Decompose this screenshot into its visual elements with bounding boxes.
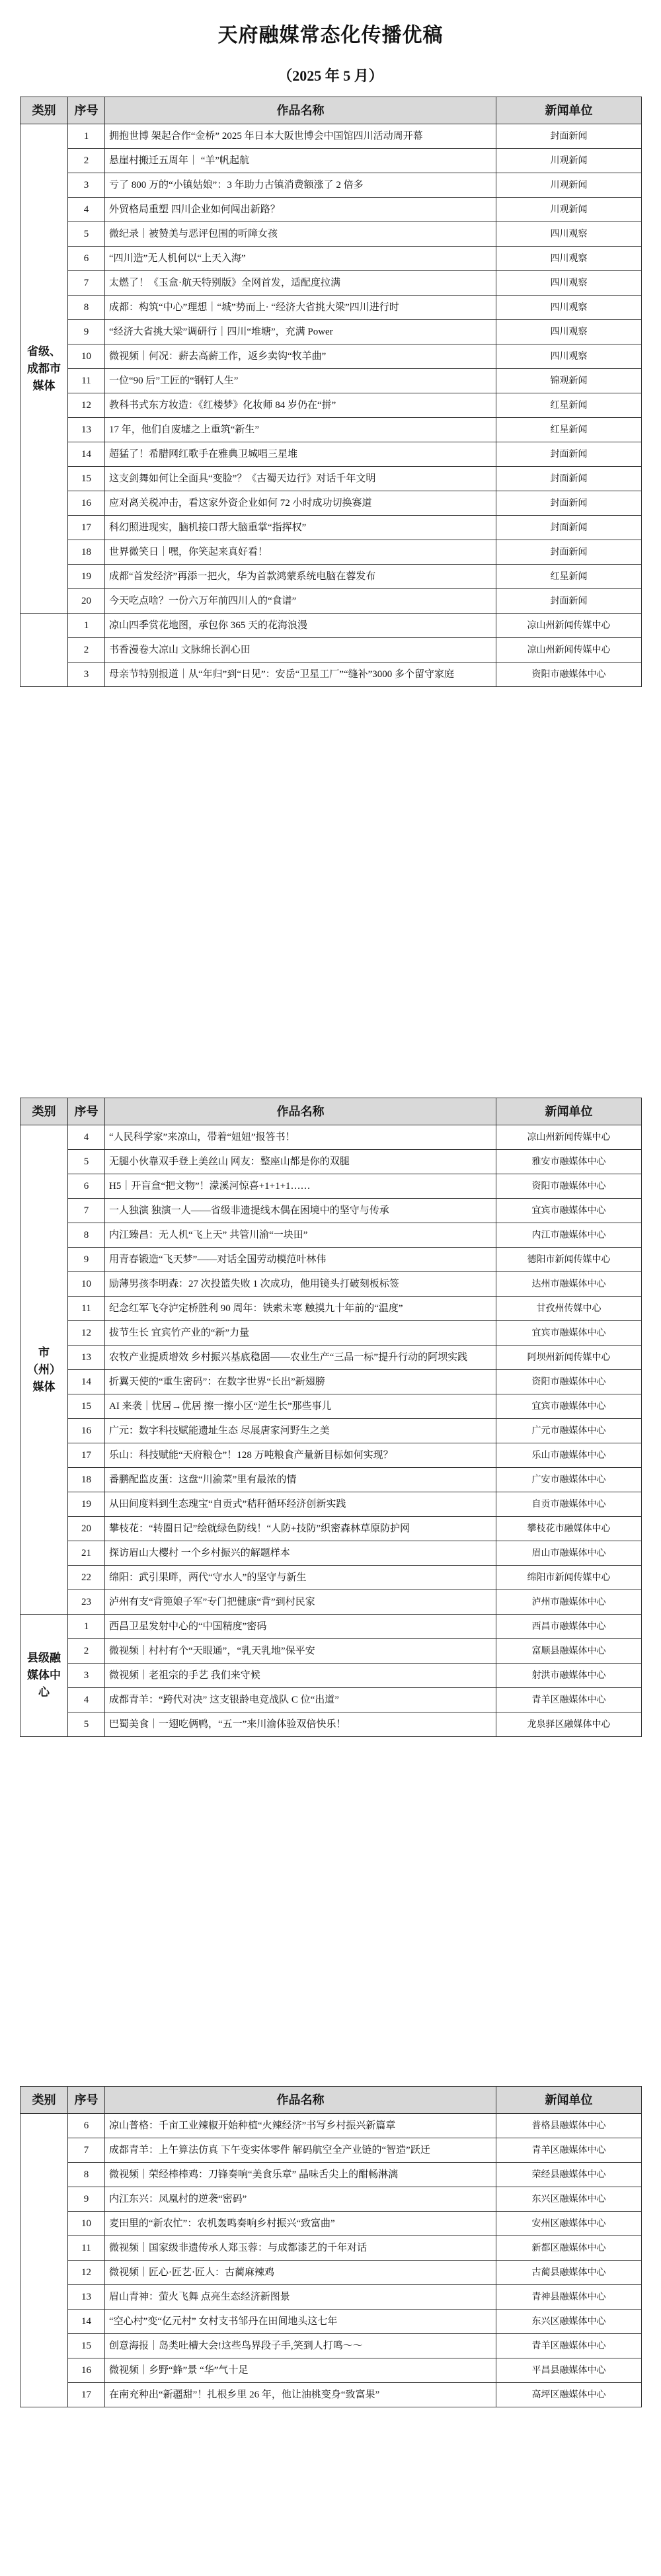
table-row (20, 491, 642, 516)
table-row (20, 149, 642, 173)
row-number: 8 (68, 1223, 105, 1248)
news-organization: 封面新闻 (496, 491, 642, 516)
work-title: 乐山：科技赋能“天府粮仓”！128 万吨粮食产量新目标如何实现？ (105, 1443, 496, 1468)
work-title: 成都青羊：“跨代对决” 这支银龄电竞战队 C 位“出道” (105, 1688, 496, 1712)
news-organization: 资阳市融媒体中心 (496, 1370, 642, 1394)
news-organization: 荣经县融媒体中心 (496, 2163, 642, 2187)
category-header: 类别 (20, 2087, 68, 2114)
table-row (20, 1639, 642, 1664)
row-number: 20 (68, 589, 105, 614)
work-title: 亏了 800 万的“小镇姑娘”：3 年助力古镇消费额涨了 2 倍多 (105, 173, 496, 198)
news-organization: 宜宾市融媒体中心 (496, 1321, 642, 1346)
news-organization: 古蔺县融媒体中心 (496, 2261, 642, 2285)
row-number: 21 (68, 1541, 105, 1566)
table-row (20, 1223, 642, 1248)
table-row (20, 442, 642, 467)
row-number: 1 (68, 1615, 105, 1639)
news-organization: 泸州市融媒体中心 (496, 1590, 642, 1615)
row-number: 17 (68, 2383, 105, 2407)
category-header: 类别 (20, 97, 68, 124)
work-title: 太燃了！《玉盒·航天特别版》全网首发，适配度拉满 (105, 271, 496, 296)
news-organization: 内江市融媒体中心 (496, 1223, 642, 1248)
news-organization: 安州区融媒体中心 (496, 2212, 642, 2236)
table-row (20, 638, 642, 663)
news-organization: 自贡市融媒体中心 (496, 1492, 642, 1517)
work-title: 微视频｜乡野“蜂”景 “华”气十足 (105, 2358, 496, 2383)
row-number: 16 (68, 2358, 105, 2383)
news-organization: 锦观新闻 (496, 369, 642, 393)
category-cell (20, 2114, 68, 2407)
row-number: 12 (68, 393, 105, 418)
row-number: 10 (68, 344, 105, 369)
table-row (20, 344, 642, 369)
work-title: 微纪录｜被赞美与恶评包围的听障女孩 (105, 222, 496, 247)
row-number: 6 (68, 2114, 105, 2138)
work-title: 励薄男孩李明森：27 次投篮失败 1 次成功，他用镜头打破刻板标签 (105, 1272, 496, 1297)
work-title: 纪念红军飞夺泸定桥胜利 90 周年：铁索未寒 触摸九十年前的“温度” (105, 1297, 496, 1321)
work-title: 成都“首发经济”再添一把火，华为首款鸿蒙系统电脑在蓉发布 (105, 565, 496, 589)
table-row (20, 589, 642, 614)
number-header: 序号 (68, 1098, 105, 1125)
news-organization: 四川观察 (496, 320, 642, 344)
table-row (20, 369, 642, 393)
news-organization: 川观新闻 (496, 149, 642, 173)
row-number: 13 (68, 1346, 105, 1370)
news-organization: 射洪市融媒体中心 (496, 1664, 642, 1688)
work-title: 书香漫卷大凉山 文脉绵长润心田 (105, 638, 496, 663)
news-organization: 雅安市融媒体中心 (496, 1150, 642, 1174)
table-row (20, 1615, 642, 1639)
table-row (20, 614, 642, 638)
work-title: 番鹏配监皮蛋：这盘“川渝菜”里有最浓的情 (105, 1468, 496, 1492)
row-number: 17 (68, 1443, 105, 1468)
news-organization: 宜宾市融媒体中心 (496, 1199, 642, 1223)
row-number: 11 (68, 1297, 105, 1321)
table-row (20, 2285, 642, 2310)
work-title: 微视频｜匠心·匠艺·匠人：古蔺麻辣鸡 (105, 2261, 496, 2285)
news-organization: 东兴区融媒体中心 (496, 2310, 642, 2334)
table-row (20, 1321, 642, 1346)
work-title: 外贸格局重塑 四川企业如何闯出新路？ (105, 198, 496, 222)
work-title: 微视频｜荣经棒棒鸡：刀锋奏响“美食乐章” 晶味舌尖上的酣畅淋漓 (105, 2163, 496, 2187)
row-number: 11 (68, 2236, 105, 2261)
work-title: 眉山青神：萤火飞舞 点亮生态经济新图景 (105, 2285, 496, 2310)
news-organization: 平昌县融媒体中心 (496, 2358, 642, 2383)
table-row (20, 467, 642, 491)
table-row (20, 1590, 642, 1615)
work-title: 用青春锻造“飞天梦”——对话全国劳动模范叶林伟 (105, 1248, 496, 1272)
table-row (20, 173, 642, 198)
news-organization: 凉山州新闻传媒中心 (496, 614, 642, 638)
row-number: 4 (68, 198, 105, 222)
news-organization: 攀枝花市融媒体中心 (496, 1517, 642, 1541)
work-title: 泸州有支“背篼娘子军”专门把健康“背”到村民家 (105, 1590, 496, 1615)
number-header: 序号 (68, 97, 105, 124)
news-organization: 四川观察 (496, 344, 642, 369)
row-number: 14 (68, 1370, 105, 1394)
work-title: 一人独演 独演一人——省级非遗提线木偶在困境中的坚守与传承 (105, 1199, 496, 1223)
row-number: 3 (68, 173, 105, 198)
table-row (20, 565, 642, 589)
table-row (20, 2187, 642, 2212)
title-header: 作品名称 (105, 97, 496, 124)
work-title: 探访眉山大樱村 一个乡村振兴的解题样本 (105, 1541, 496, 1566)
row-number: 9 (68, 1248, 105, 1272)
news-organization: 资阳市融媒体中心 (496, 663, 642, 687)
table-row (20, 296, 642, 320)
news-organization: 凉山州新闻传媒中心 (496, 638, 642, 663)
work-title: “空心村”变“亿元村” 女村支书邹丹在田间地头这七年 (105, 2310, 496, 2334)
news-organization: 封面新闻 (496, 124, 642, 149)
awards-table-part-1 (20, 97, 642, 687)
row-number: 8 (68, 2163, 105, 2187)
news-organization: 普格县融媒体中心 (496, 2114, 642, 2138)
row-number: 2 (68, 149, 105, 173)
row-number: 7 (68, 1199, 105, 1223)
table-row (20, 2383, 642, 2407)
row-number: 20 (68, 1517, 105, 1541)
row-number: 3 (68, 1664, 105, 1688)
news-organization: 东兴区融媒体中心 (496, 2187, 642, 2212)
table-row (20, 198, 642, 222)
news-organization: 广元市融媒体中心 (496, 1419, 642, 1443)
row-number: 23 (68, 1590, 105, 1615)
row-number: 11 (68, 369, 105, 393)
row-number: 15 (68, 467, 105, 491)
news-organization: 封面新闻 (496, 589, 642, 614)
table-row (20, 1664, 642, 1688)
news-organization: 封面新闻 (496, 467, 642, 491)
title-header: 作品名称 (105, 2087, 496, 2114)
table-row (20, 393, 642, 418)
table-row (20, 1688, 642, 1712)
row-number: 15 (68, 2334, 105, 2358)
work-title: “经济大省挑大梁”调研行｜四川“堆塘”，充满 Power (105, 320, 496, 344)
table-row (20, 2310, 642, 2334)
work-title: 攀枝花：“转圈日记”绘就绿色防线！“人防+技防”织密森林草原防护网 (105, 1517, 496, 1541)
table-row (20, 1272, 642, 1297)
news-organization: 四川观察 (496, 222, 642, 247)
row-number: 7 (68, 2138, 105, 2163)
work-title: 内江东兴：凤凰村的逆袭“密码” (105, 2187, 496, 2212)
table-row (20, 1125, 642, 1150)
table-row (20, 1346, 642, 1370)
news-organization: 川观新闻 (496, 173, 642, 198)
work-title: 农牧产业提质增效 乡村振兴基底稳固——农业生产“三品一标”提升行动的阿坝实践 (105, 1346, 496, 1370)
table-row (20, 2261, 642, 2285)
row-number: 12 (68, 1321, 105, 1346)
row-number: 16 (68, 491, 105, 516)
table-row (20, 124, 642, 149)
row-number: 4 (68, 1688, 105, 1712)
table-row (20, 1394, 642, 1419)
news-organization: 达州市融媒体中心 (496, 1272, 642, 1297)
table-row (20, 2114, 642, 2138)
news-organization: 红星新闻 (496, 418, 642, 442)
row-number: 13 (68, 418, 105, 442)
work-title: AI 来袭｜忧居→优居 擦一擦小区“逆生长”那些事儿 (105, 1394, 496, 1419)
work-title: 从田间度料到生态瑰宝“自贡式”秸秆循环经济创新实践 (105, 1492, 496, 1517)
row-number: 15 (68, 1394, 105, 1419)
organization-header: 新闻单位 (496, 97, 642, 124)
table-row (20, 2212, 642, 2236)
news-organization: 阿坝州新闻传媒中心 (496, 1346, 642, 1370)
news-organization: 甘孜州传媒中心 (496, 1297, 642, 1321)
category-cell: 省级、成都市媒体 (20, 124, 68, 614)
news-organization: 四川观察 (496, 271, 642, 296)
row-number: 9 (68, 320, 105, 344)
row-number: 5 (68, 222, 105, 247)
table-row (20, 247, 642, 271)
row-number: 3 (68, 663, 105, 687)
work-title: 内江臻昌：无人机“飞上天” 共管川渝“一块田” (105, 1223, 496, 1248)
table-row (20, 2138, 642, 2163)
row-number: 8 (68, 296, 105, 320)
news-organization: 广安市融媒体中心 (496, 1468, 642, 1492)
news-organization: 红星新闻 (496, 393, 642, 418)
title-header: 作品名称 (105, 1098, 496, 1125)
table-row (20, 1712, 642, 1737)
row-number: 1 (68, 614, 105, 638)
organization-header: 新闻单位 (496, 1098, 642, 1125)
work-title: 悬崖村搬迁五周年｜ “羊”帆起航 (105, 149, 496, 173)
number-header: 序号 (68, 2087, 105, 2114)
work-title: 拔节生长 宜宾竹产业的“新”力量 (105, 1321, 496, 1346)
row-number: 18 (68, 540, 105, 565)
row-number: 10 (68, 1272, 105, 1297)
news-organization: 封面新闻 (496, 540, 642, 565)
document-title: 天府融媒常态化传播优稿 (217, 24, 444, 46)
category-header: 类别 (20, 1098, 68, 1125)
row-number: 6 (68, 247, 105, 271)
news-organization: 封面新闻 (496, 442, 642, 467)
work-title: 折翼天使的“重生密码”：在数字世界“长出”新翅膀 (105, 1370, 496, 1394)
work-title: 母亲节特别报道｜从“年归”到“日见”：安岳“卫星工厂”“缝补”3000 多个留守家庭 (105, 663, 496, 687)
work-title: 成都青羊：上午算法仿真 下午变实体零件 解码航空全产业链的“智造”跃迁 (105, 2138, 496, 2163)
row-number: 5 (68, 1712, 105, 1737)
work-title: 拥抱世博 架起合作“金桥” 2025 年日本大阪世博会中国馆四川活动周开幕 (105, 124, 496, 149)
work-title: 微视频｜老祖宗的手艺 我们来守候 (105, 1664, 496, 1688)
table-row (20, 1248, 642, 1272)
table-row (20, 1297, 642, 1321)
row-number: 16 (68, 1419, 105, 1443)
work-title: 广元：数字科技赋能遗址生态 尽展唐家河野生之美 (105, 1419, 496, 1443)
news-organization: 德阳市新闻传媒中心 (496, 1248, 642, 1272)
table-row (20, 1443, 642, 1468)
news-organization: 封面新闻 (496, 516, 642, 540)
work-title: 麦田里的“新农忙”：农机轰鸣奏响乡村振兴“致富曲” (105, 2212, 496, 2236)
work-title: H5｜开盲盒“把文物”！濛溪河惊喜+1+1+1…… (105, 1174, 496, 1199)
news-organization: 绵阳市新闻传媒中心 (496, 1566, 642, 1590)
row-number: 18 (68, 1468, 105, 1492)
work-title: 创意海报｜岛类吐槽大会!这些鸟界段子手,笑到人打鸣～～ (105, 2334, 496, 2358)
work-title: “人民科学家”来凉山，带着“妞妞”报答书！ (105, 1125, 496, 1150)
table-row (20, 1419, 642, 1443)
table-row (20, 1174, 642, 1199)
news-organization: 乐山市融媒体中心 (496, 1443, 642, 1468)
work-title: 这支剑舞如何让全面具“变脸”？《古蜀天边行》对话千年文明 (105, 467, 496, 491)
work-title: 微视频｜何况：薪去高薪工作，返乡卖钩“牧羊曲” (105, 344, 496, 369)
news-organization: 眉山市融媒体中心 (496, 1541, 642, 1566)
table-row (20, 1492, 642, 1517)
work-title: 成都：构筑“中心”理想｜“城”势而上· “经济大省挑大梁”四川进行时 (105, 296, 496, 320)
table-row (20, 1566, 642, 1590)
header-row (20, 2087, 642, 2114)
work-title: 巴蜀美食｜一翅吃俩鸭，“五一”来川渝体验双倍快乐！ (105, 1712, 496, 1737)
table-row (20, 271, 642, 296)
category-cell: 县级融媒体中心 (20, 1615, 68, 1737)
organization-header: 新闻单位 (496, 2087, 642, 2114)
news-organization: 新都区融媒体中心 (496, 2236, 642, 2261)
table-row (20, 540, 642, 565)
row-number: 2 (68, 638, 105, 663)
table-row (20, 516, 642, 540)
table-row (20, 2334, 642, 2358)
table-row (20, 2236, 642, 2261)
work-title: “四川造”无人机何以“上天入海” (105, 247, 496, 271)
awards-table-part-2 (20, 1098, 642, 1737)
category-cell: 市（州）媒体 (20, 1125, 68, 1615)
work-title: 今天吃点啥？一份六万年前四川人的“食谱” (105, 589, 496, 614)
awards-table-part-3 (20, 2086, 642, 2407)
row-number: 13 (68, 2285, 105, 2310)
table-row (20, 320, 642, 344)
table-row (20, 1150, 642, 1174)
news-organization: 川观新闻 (496, 198, 642, 222)
row-number: 6 (68, 1174, 105, 1199)
news-organization: 青羊区融媒体中心 (496, 2138, 642, 2163)
news-organization: 龙泉驿区融媒体中心 (496, 1712, 642, 1737)
work-title: 绵阳：武引果畔，两代“守水人”的坚守与新生 (105, 1566, 496, 1590)
table-row (20, 1199, 642, 1223)
row-number: 5 (68, 1150, 105, 1174)
news-organization: 红星新闻 (496, 565, 642, 589)
work-title: 凉山普格：千亩工业辣椒开始种植“火辣经济”书写乡村振兴新篇章 (105, 2114, 496, 2138)
table-row (20, 2163, 642, 2187)
news-organization: 凉山州新闻传媒中心 (496, 1125, 642, 1150)
news-organization: 高坪区融媒体中心 (496, 2383, 642, 2407)
news-organization: 资阳市融媒体中心 (496, 1174, 642, 1199)
row-number: 19 (68, 1492, 105, 1517)
work-title: 教科书式东方妆造：《红楼梦》化妆师 84 岁仍在“拼” (105, 393, 496, 418)
row-number: 1 (68, 124, 105, 149)
row-number: 2 (68, 1639, 105, 1664)
work-title: 应对离关税冲击，看这家外资企业如何 72 小时成功切换赛道 (105, 491, 496, 516)
row-number: 22 (68, 1566, 105, 1590)
news-organization: 青羊区融媒体中心 (496, 2334, 642, 2358)
table-row (20, 663, 642, 687)
news-organization: 西昌市融媒体中心 (496, 1615, 642, 1639)
table-row (20, 1541, 642, 1566)
work-title: 科幻照进现实，脑机接口帮大脑重掌“指挥权” (105, 516, 496, 540)
table-row (20, 1468, 642, 1492)
table-row (20, 222, 642, 247)
row-number: 14 (68, 442, 105, 467)
work-title: 一位“90 后”工匠的“钢钉人生” (105, 369, 496, 393)
work-title: 西昌卫星发射中心的“中国精度”密码 (105, 1615, 496, 1639)
row-number: 17 (68, 516, 105, 540)
work-title: 微视频｜国家级非遗传承人郑玉蓉：与成都漆艺的千年对话 (105, 2236, 496, 2261)
table-row (20, 1370, 642, 1394)
row-number: 14 (68, 2310, 105, 2334)
news-organization: 富顺县融媒体中心 (496, 1639, 642, 1664)
row-number: 19 (68, 565, 105, 589)
table-row (20, 418, 642, 442)
category-cell (20, 614, 68, 687)
work-title: 超猛了！希腊网红歌手在雅典卫城唱三星堆 (105, 442, 496, 467)
news-organization: 四川观察 (496, 296, 642, 320)
work-title: 凉山四季赏花地图，承包你 365 天的花海浪漫 (105, 614, 496, 638)
document-subtitle: （2025 年 5 月） (278, 67, 383, 84)
row-number: 9 (68, 2187, 105, 2212)
news-organization: 青神县融媒体中心 (496, 2285, 642, 2310)
work-title: 微视频｜村村有个“天眼通”，“乳天乳地”保平安 (105, 1639, 496, 1664)
news-organization: 青羊区融媒体中心 (496, 1688, 642, 1712)
news-organization: 四川观察 (496, 247, 642, 271)
news-organization: 宜宾市融媒体中心 (496, 1394, 642, 1419)
row-number: 10 (68, 2212, 105, 2236)
work-title: 17 年，他们自废墟之上重筑“新生” (105, 418, 496, 442)
work-title: 世界微笑日｜嘿，你笑起来真好看！ (105, 540, 496, 565)
row-number: 7 (68, 271, 105, 296)
header-row (20, 97, 642, 124)
table-row (20, 1517, 642, 1541)
header-row (20, 1098, 642, 1125)
work-title: 在南充种出“新疆甜”！扎根乡里 26 年，他让油桃变身“致富果” (105, 2383, 496, 2407)
row-number: 4 (68, 1125, 105, 1150)
table-row (20, 2358, 642, 2383)
work-title: 无腿小伙靠双手登上美丝山 网友：整座山都是你的双腿 (105, 1150, 496, 1174)
row-number: 12 (68, 2261, 105, 2285)
